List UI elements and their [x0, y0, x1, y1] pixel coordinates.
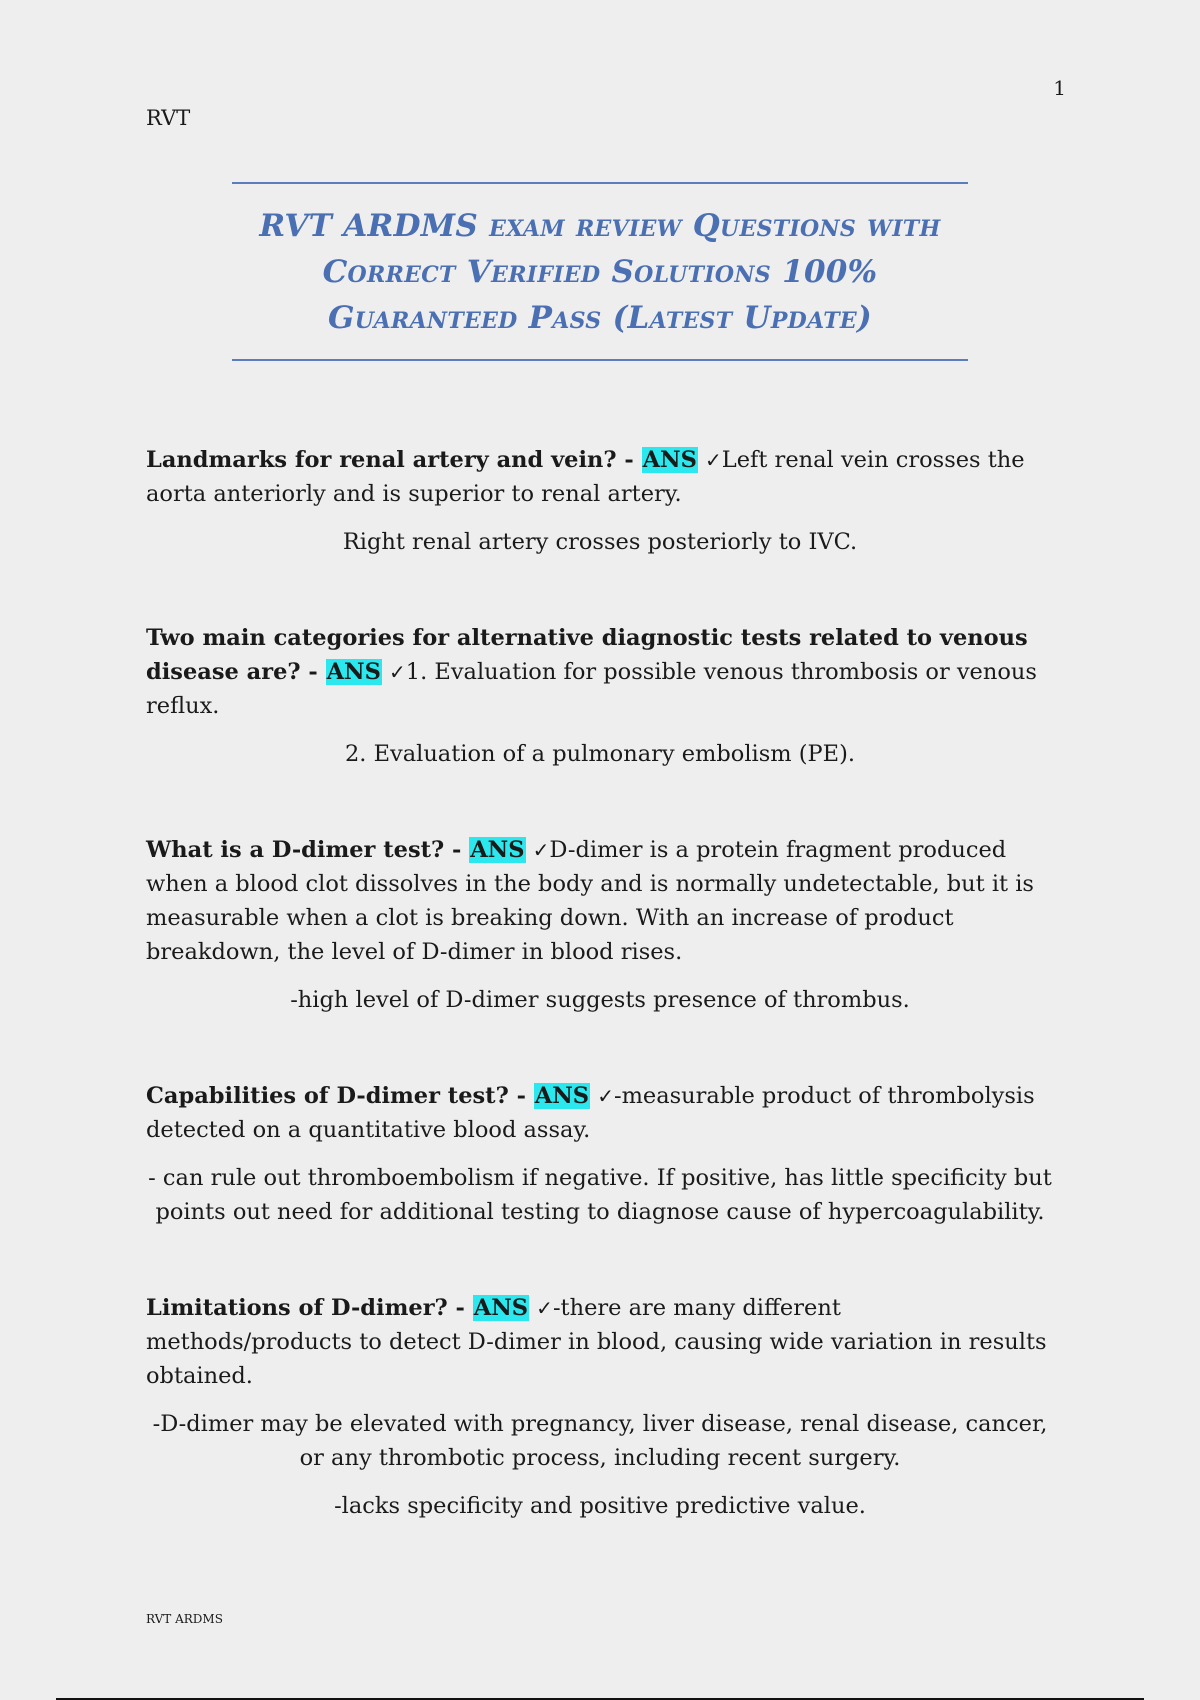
qa-5-note-1: -D-dimer may be elevated with pregnancy, liver disease, renal disease, cancer, or any thrombotic process, including recent surgery. [152, 1411, 1048, 1471]
check-icon: ✓ [597, 1084, 614, 1108]
qa-item-1 [146, 443, 1054, 559]
qa-item-2 [146, 621, 1054, 771]
ans-label-4: ANS [534, 1083, 590, 1109]
title-line-2: Correct Verified Solutions 100% [322, 254, 878, 290]
qa-3-note-1: -high level of D-dimer suggests presence of thrombus. [290, 987, 910, 1013]
ans-label-5: ANS [473, 1295, 529, 1321]
qa-2-note-1: 2. Evaluation of a pulmonary embolism (PE). [344, 741, 856, 767]
question-4: Capabilities of D-dimer test? - [146, 1083, 534, 1109]
answer-4: -measurable product of thrombolysis detected on a quantitative blood assay. [146, 1083, 1035, 1143]
qa-4-paragraph [146, 1079, 1054, 1147]
check-icon: ✓ [536, 1296, 553, 1320]
check-icon: ✓ [532, 838, 550, 862]
qa-1-paragraph [146, 443, 1054, 511]
qa-1-note-1: Right renal artery crosses posteriorly to IVC. [342, 529, 858, 555]
title-line-3: Guaranteed Pass (Latest Update) [328, 300, 872, 336]
ans-label-2: ANS [326, 659, 381, 685]
qa-item-4 [146, 1079, 1054, 1229]
ans-label-3: ANS [470, 837, 525, 863]
answer-1: Left renal vein crosses the aorta anteriorly and is superior to renal artery. [146, 447, 1025, 507]
qa-4-note-1: - can rule out thromboembolism if negative. If positive, has little specificity but points out need for additional testing to diagnose cause of hypercoagulability. [148, 1165, 1052, 1225]
qa-5-paragraph [146, 1291, 1054, 1393]
check-icon: ✓ [389, 660, 406, 684]
question-3: What is a D-dimer test? - [146, 837, 470, 863]
qa-3-paragraph [146, 833, 1054, 969]
qa-5-note-2: -lacks specificity and positive predictive value. [334, 1493, 866, 1519]
ans-label-1: ANS [642, 447, 697, 473]
answer-2: 1. Evaluation for possible venous thrombosis or venous reflux. [146, 659, 1037, 719]
question-5: Limitations of D-dimer? - [146, 1295, 473, 1321]
title-line-1: RVT ARDMS exam review Questions with [259, 208, 941, 244]
page-number: 1 [1053, 76, 1066, 100]
answer-5: -there are many different methods/products to detect D-dimer in blood, causing wide variation in results obtained. [146, 1295, 1047, 1389]
header-label: RVT [146, 106, 191, 130]
document-title [232, 182, 968, 361]
answer-3: D-dimer is a protein fragment produced when a blood clot dissolves in the body and is normally undetectable, but it is measurable when a clot is breaking down. With an increase of product breakdown, the level of D-dimer in blood rises. [146, 837, 1034, 965]
footer-label: RVT ARDMS [146, 1612, 223, 1626]
qa-item-5 [146, 1291, 1054, 1523]
question-2: Two main categories for alternative diagnostic tests related to venous disease are? - [146, 625, 1028, 685]
qa-2-paragraph [146, 621, 1054, 723]
qa-item-3 [146, 833, 1054, 1017]
check-icon: ✓ [705, 448, 722, 472]
question-1: Landmarks for renal artery and vein? - [146, 447, 642, 473]
qa-list [146, 443, 1054, 1523]
